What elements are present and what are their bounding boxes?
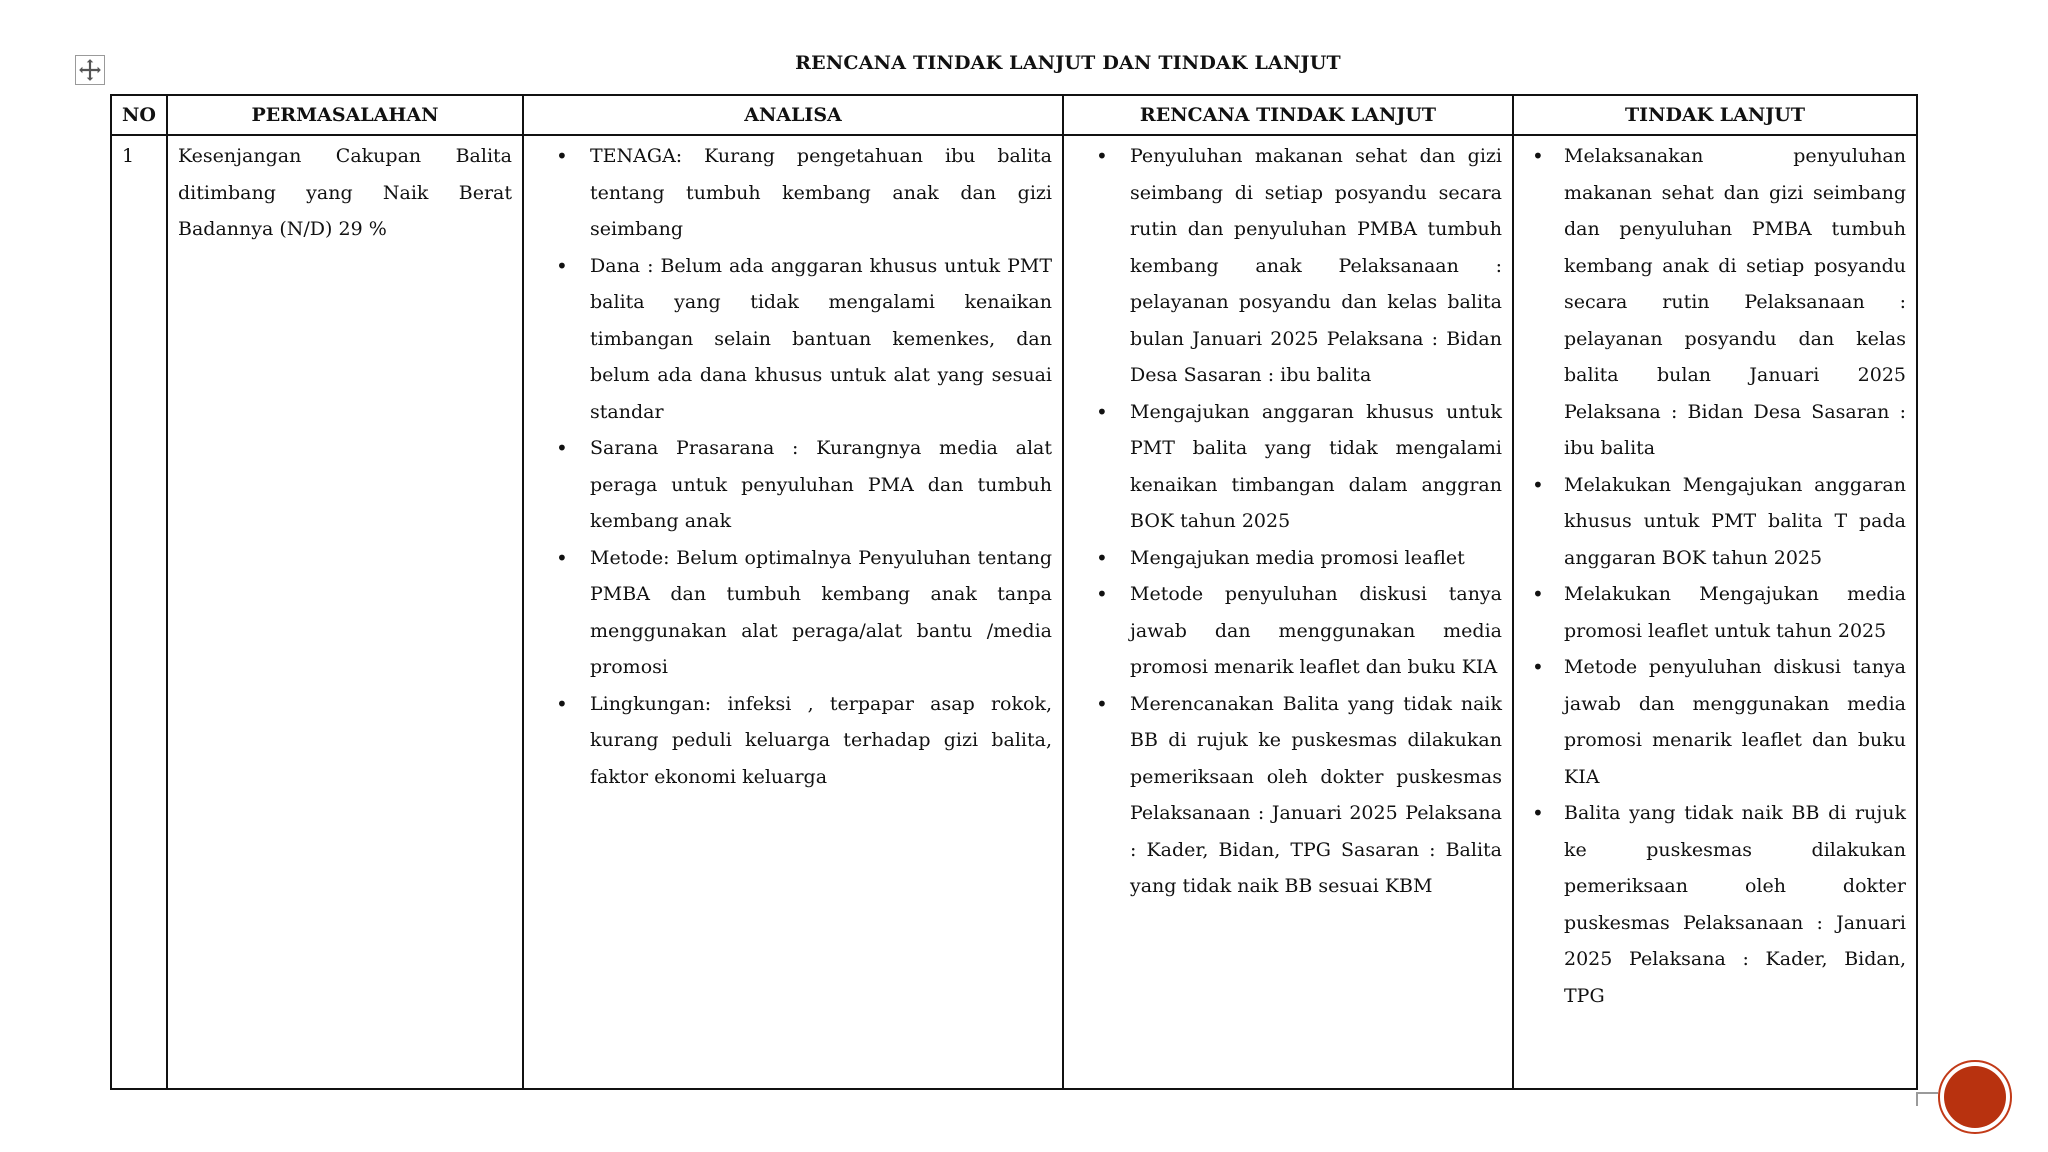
row-number[interactable]: 1 bbox=[111, 135, 167, 1089]
move-arrows-icon bbox=[77, 57, 103, 83]
analysis-list bbox=[534, 138, 1052, 795]
table-resize-corner[interactable] bbox=[1916, 1092, 1938, 1094]
list-item: • Merencanakan Balita yang tidak naik BB di rujuk ke puskesmas dilakukan pemeriksaan oleh dokter puskesmas Pelaksanaan : Januari 2025 Pelaksana : Kader, Bidan, TPG Sasaran : Balita yang tidak naik BB sesuai KBM bbox=[1074, 686, 1502, 905]
follow-up-plan-list bbox=[1074, 138, 1502, 905]
header-permasalahan: PERMASALAHAN bbox=[167, 95, 523, 135]
list-item: • Melakukan Mengajukan media promosi leaflet untuk tahun 2025 bbox=[1524, 576, 1906, 649]
list-item: • Penyuluhan makanan sehat dan gizi seimbang di setiap posyandu secara rutin dan penyuluhan PMBA tumbuh kembang anak Pelaksanaan : pelayanan posyandu dan kelas balita bulan Januari 2025 Pelaksana : Bidan Desa Sasaran : ibu balita bbox=[1074, 138, 1502, 394]
list-item: • Mengajukan media promosi leaflet bbox=[1074, 540, 1502, 577]
action-plan-table bbox=[110, 94, 1918, 1090]
list-item: • Balita yang tidak naik BB di rujuk ke puskesmas dilakukan pemeriksaan oleh dokter puskesmas Pelaksanaan : Januari 2025 Pelaksana : Kader, Bidan, TPG bbox=[1524, 795, 1906, 1014]
follow-up-cell[interactable] bbox=[1513, 135, 1917, 1089]
header-tindak-lanjut: TINDAK LANJUT bbox=[1513, 95, 1917, 135]
table-resize-corner-edge bbox=[1916, 1092, 1918, 1106]
problem-cell[interactable]: Kesenjangan Cakupan Balita ditimbang yang Naik Berat Badannya (N/D) 29 % bbox=[167, 135, 523, 1089]
list-item: • Metode penyuluhan diskusi tanya jawab dan menggunakan media promosi menarik leaflet dan buku KIA bbox=[1524, 649, 1906, 795]
list-item: • Melaksanakan penyuluhan makanan sehat dan gizi seimbang dan penyuluhan PMBA tumbuh kembang anak di setiap posyandu secara rutin Pelaksanaan : pelayanan posyandu dan kelas balita bulan Januari 2025 Pelaksana : Bidan Desa Sasaran : ibu balita bbox=[1524, 138, 1906, 467]
list-item: • Sarana Prasarana : Kurangnya media alat peraga untuk penyuluhan PMA dan tumbuh kembang anak bbox=[534, 430, 1052, 540]
list-item: • Mengajukan anggaran khusus untuk PMT balita yang tidak mengalami kenaikan timbangan dalam anggran BOK tahun 2025 bbox=[1074, 394, 1502, 540]
list-item: • Metode: Belum optimalnya Penyuluhan tentang PMBA dan tumbuh kembang anak tanpa menggunakan alat peraga/alat bantu /media promosi bbox=[534, 540, 1052, 686]
header-analisa: ANALISA bbox=[523, 95, 1063, 135]
list-item: • Melakukan Mengajukan anggaran khusus untuk PMT balita T pada anggaran BOK tahun 2025 bbox=[1524, 467, 1906, 577]
header-rencana-tindak-lanjut: RENCANA TINDAK LANJUT bbox=[1063, 95, 1513, 135]
list-item: • TENAGA: Kurang pengetahuan ibu balita tentang tumbuh kembang anak dan gizi seimbang bbox=[534, 138, 1052, 248]
table-header-row bbox=[111, 95, 1917, 135]
table-move-handle[interactable] bbox=[75, 55, 105, 85]
list-item: • Dana : Belum ada anggaran khusus untuk PMT balita yang tidak mengalami kenaikan timbangan selain bantuan kemenkes, dan belum ada dana khusus untuk alat yang sesuai standar bbox=[534, 248, 1052, 431]
slide-corner-circle bbox=[1938, 1060, 2012, 1134]
list-item: • Metode penyuluhan diskusi tanya jawab dan menggunakan media promosi menarik leaflet dan buku KIA bbox=[1074, 576, 1502, 686]
list-item: • Lingkungan: infeksi , terpapar asap rokok, kurang peduli keluarga terhadap gizi balita, faktor ekonomi keluarga bbox=[534, 686, 1052, 796]
slide-corner-circle-fill bbox=[1944, 1066, 2006, 1128]
analysis-cell[interactable] bbox=[523, 135, 1063, 1089]
follow-up-plan-cell[interactable] bbox=[1063, 135, 1513, 1089]
follow-up-list bbox=[1524, 138, 1906, 1014]
table-row bbox=[111, 135, 1917, 1089]
document-title: RENCANA TINDAK LANJUT DAN TINDAK LANJUT bbox=[795, 52, 1341, 74]
header-no: NO bbox=[111, 95, 167, 135]
